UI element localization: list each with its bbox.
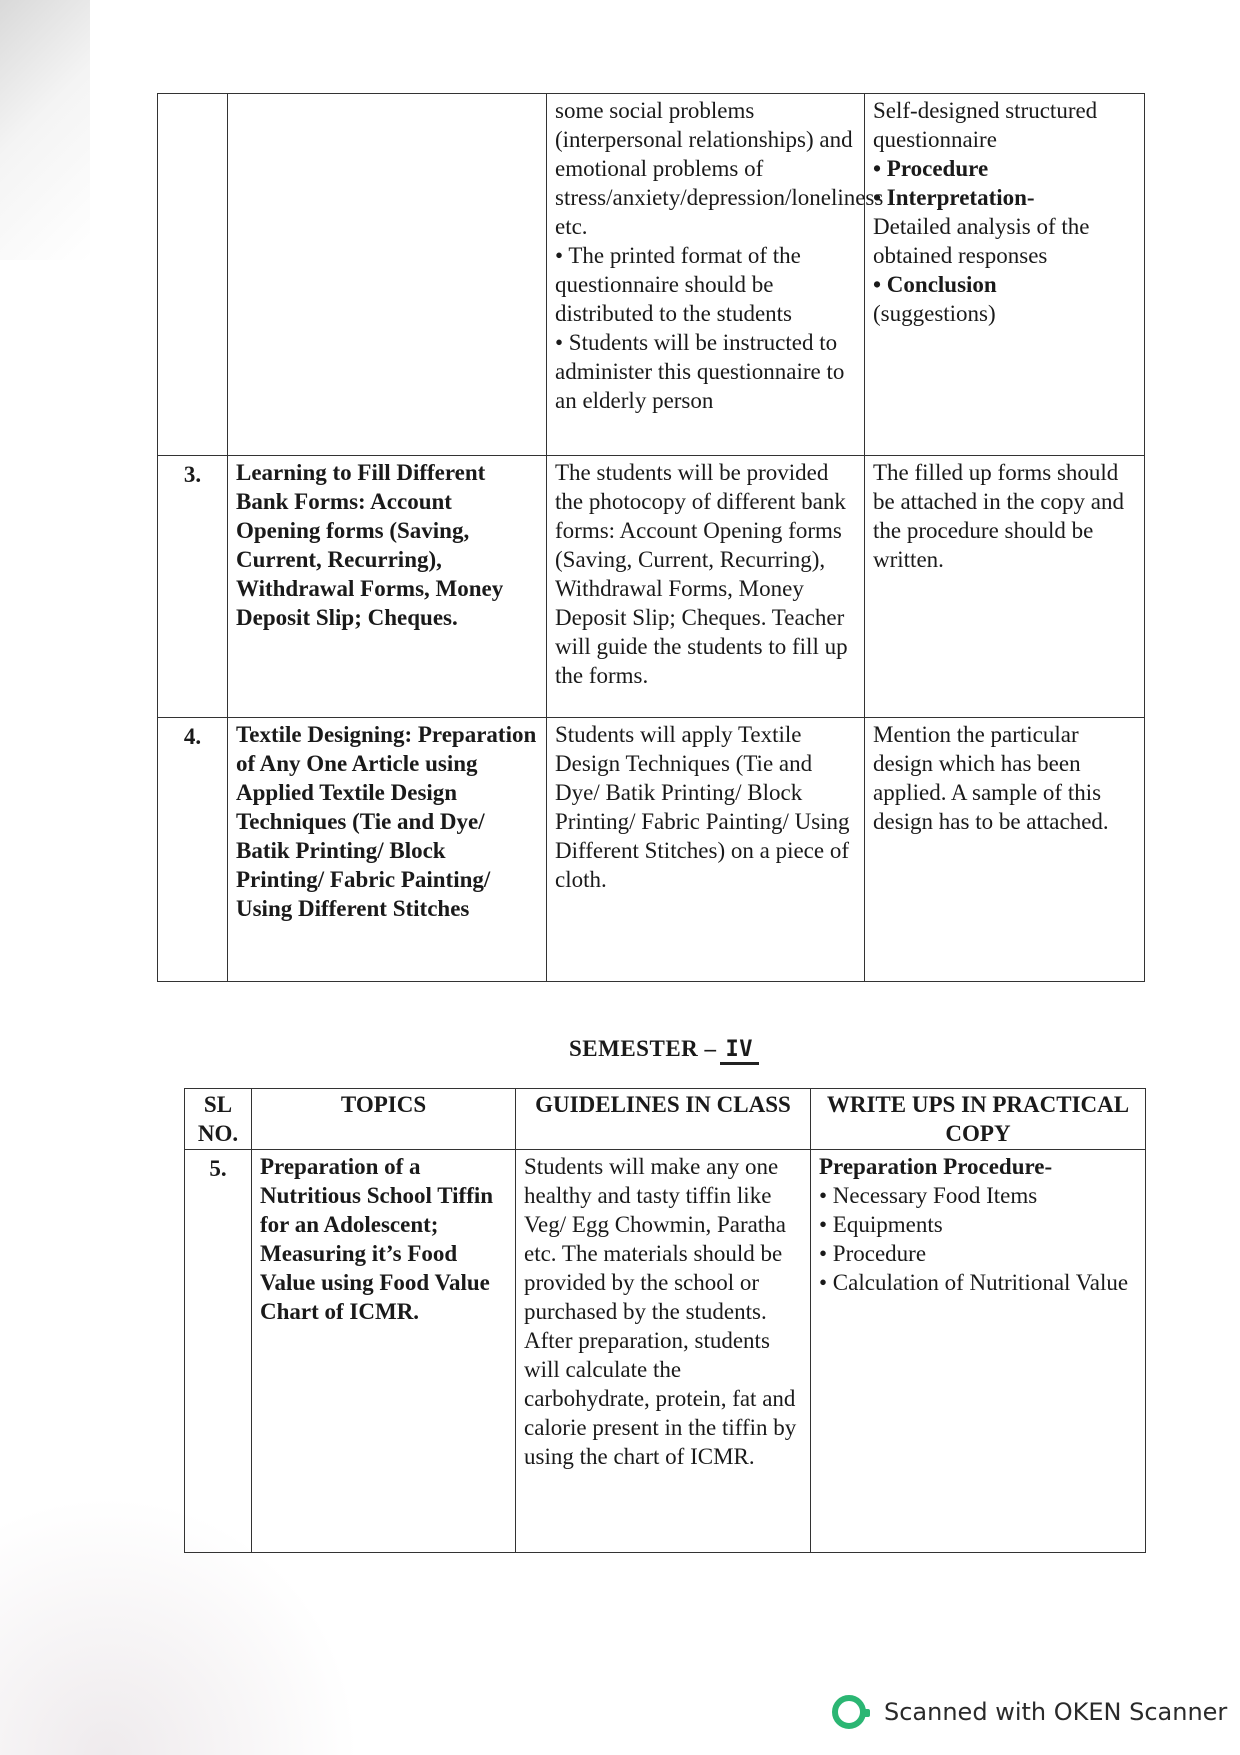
- writeup-intro: Self-designed structured questionnaire: [873, 98, 1098, 152]
- header-guidelines: GUIDELINES IN CLASS: [516, 1089, 811, 1150]
- scanner-watermark: [832, 1690, 1227, 1734]
- writeup-interpretation-text: Detailed analysis of the obtained responses: [873, 214, 1090, 268]
- guideline-paragraph: some social problems (interpersonal relationships) and emotional problems of stress/anxiety/depression/loneliness etc.: [555, 98, 884, 239]
- scan-shadow-top-left: [0, 0, 90, 260]
- sl-cell: 3.: [158, 456, 228, 718]
- topic-cell: Textile Designing: Preparation of Any One Article using Applied Textile Design Techniques (Tie and Dye/ Batik Printing/ Block Printing/ Fabric Painting/ Using Different Stitches: [228, 718, 547, 982]
- header-sl-no: SL NO.: [185, 1089, 252, 1150]
- writeups-cell: The filled up forms should be attached in the copy and the procedure should be written.: [865, 456, 1145, 718]
- guideline-paragraph: After preparation, students will calculate the carbohydrate, protein, fat and calorie present in the tiffin by using the chart of ICMR.: [524, 1328, 797, 1469]
- sl-cell: 5.: [185, 1150, 252, 1553]
- writeup-item: • Calculation of Nutritional Value: [819, 1270, 1129, 1295]
- semester-iv-table: [184, 1088, 1146, 1553]
- guidelines-cell: [547, 94, 884, 456]
- scanner-text: Scanned with OKEN Scanner: [884, 1698, 1228, 1726]
- writeup-item: • Necessary Food Items: [819, 1183, 1038, 1208]
- writeup-item: • Procedure: [819, 1241, 927, 1266]
- writeups-cell: [865, 94, 1145, 456]
- table-row: [158, 718, 1145, 982]
- guideline-paragraph: • Students will be instructed to administer this questionnaire to an elderly person: [555, 330, 845, 413]
- topic-cell: Preparation of a Nutritious School Tiffin for an Adolescent; Measuring it’s Food Value using Food Value Chart of ICMR.: [252, 1150, 516, 1553]
- header-topics: TOPICS: [252, 1089, 516, 1150]
- writeups-cell: [811, 1150, 1146, 1553]
- oken-scanner-logo-icon: [832, 1695, 866, 1729]
- writeup-procedure: • Procedure: [873, 156, 989, 181]
- table-row: [158, 456, 1145, 718]
- guidelines-cell: [516, 1150, 811, 1553]
- writeup-conclusion-text: (suggestions): [873, 301, 996, 326]
- writeups-cell: Mention the particular design which has been applied. A sample of this design has to be attached.: [865, 718, 1145, 982]
- table-header-row: [185, 1089, 1146, 1150]
- header-writeups: WRITE UPS IN PRACTICAL COPY: [811, 1089, 1146, 1150]
- semester-label: SEMESTER –: [569, 1036, 717, 1061]
- guidelines-cell: Students will apply Textile Design Techniques (Tie and Dye/ Batik Printing/ Block Printing/ Fabric Painting/ Using Different Stitches) on a piece of cloth.: [547, 718, 865, 982]
- writeup-item: • Equipments: [819, 1212, 943, 1237]
- writeup-conclusion: • Conclusion: [873, 272, 997, 297]
- guidelines-cell: The students will be provided the photocopy of different bank forms: Account Opening forms (Saving, Current, Recurring), Withdrawal Forms, Money Deposit Slip; Cheques. Teacher will guide the students to fill up the forms.: [547, 456, 865, 718]
- sl-cell: [158, 94, 228, 456]
- topic-cell: [228, 94, 547, 456]
- topic-cell: Learning to Fill Different Bank Forms: Account Opening forms (Saving, Current, Recurring), Withdrawal Forms, Money Deposit Slip; Cheques.: [228, 456, 547, 718]
- guideline-paragraph: • The printed format of the questionnaire should be distributed to the students: [555, 243, 801, 326]
- writeup-title: Preparation Procedure-: [819, 1154, 1053, 1179]
- writeup-interpretation: • Interpretation-: [873, 185, 1035, 210]
- semester-number-handwritten: IV: [720, 1037, 760, 1065]
- table-row: [158, 94, 1145, 456]
- guideline-paragraph: Students will make any one healthy and tasty tiffin like Veg/ Egg Chowmin, Paratha etc. The materials should be provided by the school or purchased by the students.: [524, 1154, 786, 1324]
- practical-table-continued: [157, 93, 1145, 982]
- table-row: [185, 1150, 1146, 1553]
- semester-heading: [569, 1036, 759, 1065]
- sl-cell: 4.: [158, 718, 228, 982]
